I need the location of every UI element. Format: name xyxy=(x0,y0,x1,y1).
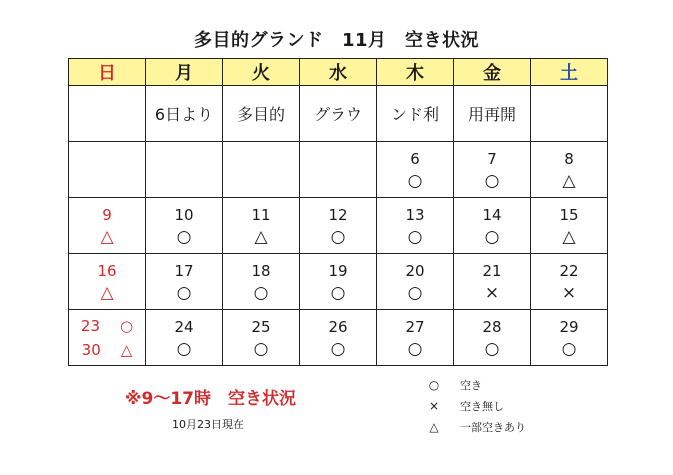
availability-mark: ○ xyxy=(120,316,134,335)
day-cell xyxy=(69,142,146,198)
week-row xyxy=(69,198,608,254)
weekday-sun: 日 xyxy=(69,59,146,86)
day-number: 14 xyxy=(482,205,502,224)
notice-cell: グラウ xyxy=(300,86,377,142)
day-cell xyxy=(531,142,608,198)
day-number: 6 xyxy=(410,149,420,168)
day-cell xyxy=(300,142,377,198)
day-cell xyxy=(531,254,608,310)
day-number: 30 xyxy=(81,340,101,359)
day-number: 7 xyxy=(487,149,497,168)
legend xyxy=(418,374,526,437)
day-number: 20 xyxy=(405,261,425,280)
weekday-thu: 木 xyxy=(377,59,454,86)
notice-cell xyxy=(69,86,146,142)
availability-mark: × xyxy=(484,282,500,303)
day-number: 26 xyxy=(328,317,348,336)
legend-item xyxy=(418,416,526,437)
legend-label: 一部空きあり xyxy=(460,420,526,434)
notice-cell: 6日より xyxy=(146,86,223,142)
hours-note: ※9～17時 空き状況 xyxy=(125,389,297,409)
day-number: 22 xyxy=(559,261,579,280)
day-cell xyxy=(300,310,377,366)
triangle-icon: △ xyxy=(429,419,439,434)
availability-mark: ○ xyxy=(253,282,269,303)
day-number: 9 xyxy=(102,205,112,224)
weekday-fri: 金 xyxy=(454,59,531,86)
day-cell xyxy=(146,198,223,254)
sunday-entry xyxy=(69,314,145,338)
day-cell xyxy=(377,142,454,198)
week-row xyxy=(69,310,608,366)
day-cell xyxy=(377,254,454,310)
availability-mark: △ xyxy=(120,340,133,359)
availability-mark: ○ xyxy=(484,226,500,247)
day-number: 8 xyxy=(564,149,574,168)
day-number: 28 xyxy=(482,317,502,336)
availability-mark: ○ xyxy=(407,170,423,191)
day-number: 19 xyxy=(328,261,348,280)
notice-cell: ンド利 xyxy=(377,86,454,142)
day-cell xyxy=(531,310,608,366)
day-cell xyxy=(223,142,300,198)
day-number: 15 xyxy=(559,205,579,224)
day-number: 25 xyxy=(251,317,271,336)
notice-cell: 多目的 xyxy=(223,86,300,142)
weekday-wed: 水 xyxy=(300,59,377,86)
day-cell xyxy=(146,310,223,366)
availability-calendar xyxy=(68,58,608,366)
day-cell xyxy=(454,254,531,310)
availability-mark: ○ xyxy=(407,226,423,247)
day-cell xyxy=(454,310,531,366)
weekday-sat: 土 xyxy=(531,59,608,86)
day-cell-sunday-split xyxy=(69,310,146,366)
legend-item xyxy=(418,374,526,395)
availability-mark: △ xyxy=(100,226,114,247)
availability-mark: △ xyxy=(254,226,268,247)
day-number: 21 xyxy=(482,261,502,280)
day-number: 12 xyxy=(328,205,348,224)
weekday-mon: 月 xyxy=(146,59,223,86)
day-cell xyxy=(377,198,454,254)
page-title: 多目的グランド 11月 空き状況 xyxy=(193,30,480,51)
notice-row xyxy=(69,86,608,142)
legend-label: 空き無し xyxy=(460,399,504,413)
day-cell xyxy=(146,142,223,198)
week-row xyxy=(69,254,608,310)
legend-label: 空き xyxy=(460,378,482,392)
availability-mark: ○ xyxy=(561,338,577,359)
day-number: 16 xyxy=(97,261,117,280)
day-cell xyxy=(69,254,146,310)
day-cell xyxy=(223,310,300,366)
sunday-entry xyxy=(69,338,145,362)
day-cell xyxy=(146,254,223,310)
week-row xyxy=(69,142,608,198)
day-number: 27 xyxy=(405,317,425,336)
day-number: 13 xyxy=(405,205,425,224)
availability-mark: ○ xyxy=(330,338,346,359)
availability-mark: × xyxy=(561,282,577,303)
availability-mark: ○ xyxy=(330,282,346,303)
circle-icon: ○ xyxy=(428,377,440,392)
availability-mark: ○ xyxy=(484,170,500,191)
day-number: 23 xyxy=(80,316,100,335)
day-cell xyxy=(223,198,300,254)
day-cell xyxy=(300,254,377,310)
availability-mark: △ xyxy=(100,282,114,303)
day-number: 18 xyxy=(251,261,271,280)
weekday-header-row xyxy=(69,59,608,86)
day-number: 17 xyxy=(174,261,194,280)
weekday-tue: 火 xyxy=(223,59,300,86)
day-cell xyxy=(223,254,300,310)
day-cell xyxy=(377,310,454,366)
legend-item xyxy=(418,395,526,416)
availability-mark: △ xyxy=(562,170,576,191)
notice-cell: 用再開 xyxy=(454,86,531,142)
day-cell xyxy=(300,198,377,254)
availability-mark: ○ xyxy=(176,226,192,247)
availability-mark: ○ xyxy=(176,282,192,303)
notice-cell xyxy=(531,86,608,142)
availability-mark: ○ xyxy=(176,338,192,359)
availability-mark: △ xyxy=(562,226,576,247)
availability-mark: ○ xyxy=(484,338,500,359)
availability-mark: ○ xyxy=(253,338,269,359)
day-cell xyxy=(531,198,608,254)
day-number: 24 xyxy=(174,317,194,336)
day-number: 11 xyxy=(251,205,271,224)
day-cell xyxy=(69,198,146,254)
cross-icon: × xyxy=(428,398,440,413)
availability-mark: ○ xyxy=(407,338,423,359)
availability-mark: ○ xyxy=(330,226,346,247)
day-cell xyxy=(454,198,531,254)
availability-mark: ○ xyxy=(407,282,423,303)
day-number: 10 xyxy=(174,205,194,224)
day-number: 29 xyxy=(559,317,579,336)
as-of-date: 10月23日現在 xyxy=(172,418,244,431)
day-cell xyxy=(454,142,531,198)
